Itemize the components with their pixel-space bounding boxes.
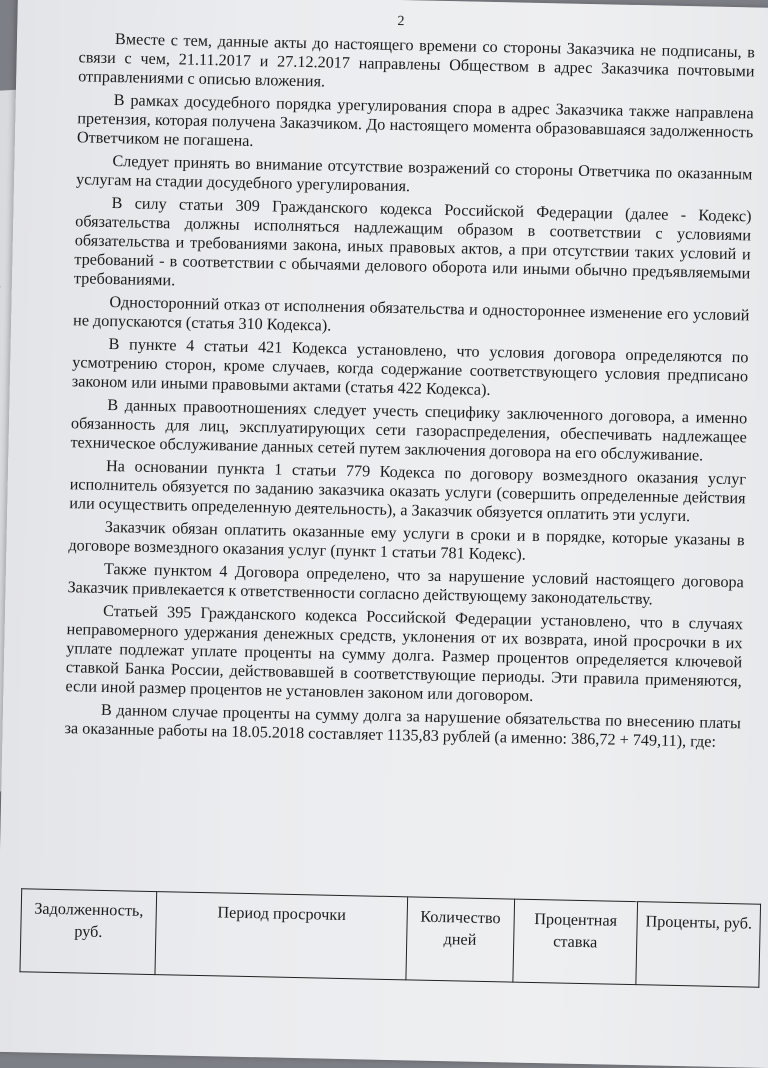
paragraph: Также пунктом 4 Договора определено, что за нарушение условий настоящего договора Заказчик привлекается к ответственности согласно действующему законодательству. (67, 559, 744, 609)
column-header-debt: Задолженность, руб. (20, 889, 157, 975)
paragraph: На основании пункта 1 статьи 779 Кодекса по договору возмездного оказания услуг исполнитель обязуется по заданию заказчика оказать услуги (совершить определенные действия или осуществить определенную деятельность), а Заказчик обязуется оплатить эти услуги. (69, 456, 747, 526)
document-body (64, 29, 755, 756)
paragraph: Заказчик обязан оплатить оказанные ему услуги в сроки и в порядке, которые указаны в договоре возмездного оказания услуг (пункт 1 статьи 781 Кодекс). (68, 517, 745, 564)
paragraph: Односторонний отказ от исполнения обязательства и одностороннее изменение его условий не допускаются (статья 310 Кодекса). (72, 292, 750, 335)
paragraph: В рамках досудебного порядка урегулирования спора в адрес Заказчика также направлена претензия, которая получена Заказчиком. До настоящего момента образовавшаяся задолженность Ответчиком не погашена. (76, 91, 754, 150)
interest-table (19, 888, 761, 987)
column-header-interest: Проценты, руб. (636, 902, 760, 988)
table-header-row (20, 889, 761, 987)
side-fragment (0, 275, 1, 291)
column-header-rate: Процентная ставка (513, 899, 638, 985)
paragraph: Следует принять во внимание отсутствие возражений со стороны Ответчика по оказанным услугам на стадии досудебного урегулирования. (75, 152, 753, 196)
page-number: 2 (397, 13, 405, 30)
paragraph: В данных правоотношениях следует учесть специфику заключенного договора, а именно обязанность для лиц, эксплуатирующих сети газораспределения, обеспечивать надлежащее техническое обслуживание данных сетей путем заключения договора на его обслуживание. (70, 395, 748, 465)
paragraph: В данном случае проценты на сумму долга за нарушение обязательства по внесению платы за оказанные работы на 18.05.2018 составляет 1135,83 рублей (а именно: 386,72 + 749,11), где: (64, 700, 742, 751)
column-header-days: Количество дней (406, 897, 515, 982)
paragraph: Статьей 395 Гражданского кодекса Российской Федерации установлено, что в случаях неправомерного удержания денежных средств, уклонения от их возврата, иной просрочки в их уплате подлежат уплате проценты на сумму долга. Размер процентов определяется ключевой ставкой Банка России, действовавшей в соответствующие периоды. Эти правила применяются, если иной размер процентов не установлен законом или договором. (65, 601, 744, 705)
paragraph: Вместе с тем, данные акты до настоящего времени со стороны Заказчика не подписаны, в связи с чем, 21.11.2017 и 27.12.2017 направлены Обществом в адрес Заказчика почтовыми отправлениями с описью вложения. (78, 30, 756, 91)
paragraph: В пункте 4 статьи 421 Кодекса установлено, что условия договора определяются по усмотрению сторон, кроме случаев, когда содержание соответствующего условия предписано законом или иными правовыми актами (статья 422 Кодекса). (71, 334, 749, 399)
column-header-period: Период просрочки (155, 892, 407, 980)
paragraph: В силу статьи 309 Гражданского кодекса Российской Федерации (далее - Кодекс) обязательства должны исполняться надлежащим образом в соответствии с условиями обязательства и требованиями закона, иных правовых актов, а при отсутствии таких условий и требований - в соответствии с обычаями делового оборота или иными обычно предъявляемыми требованиями. (73, 194, 752, 290)
